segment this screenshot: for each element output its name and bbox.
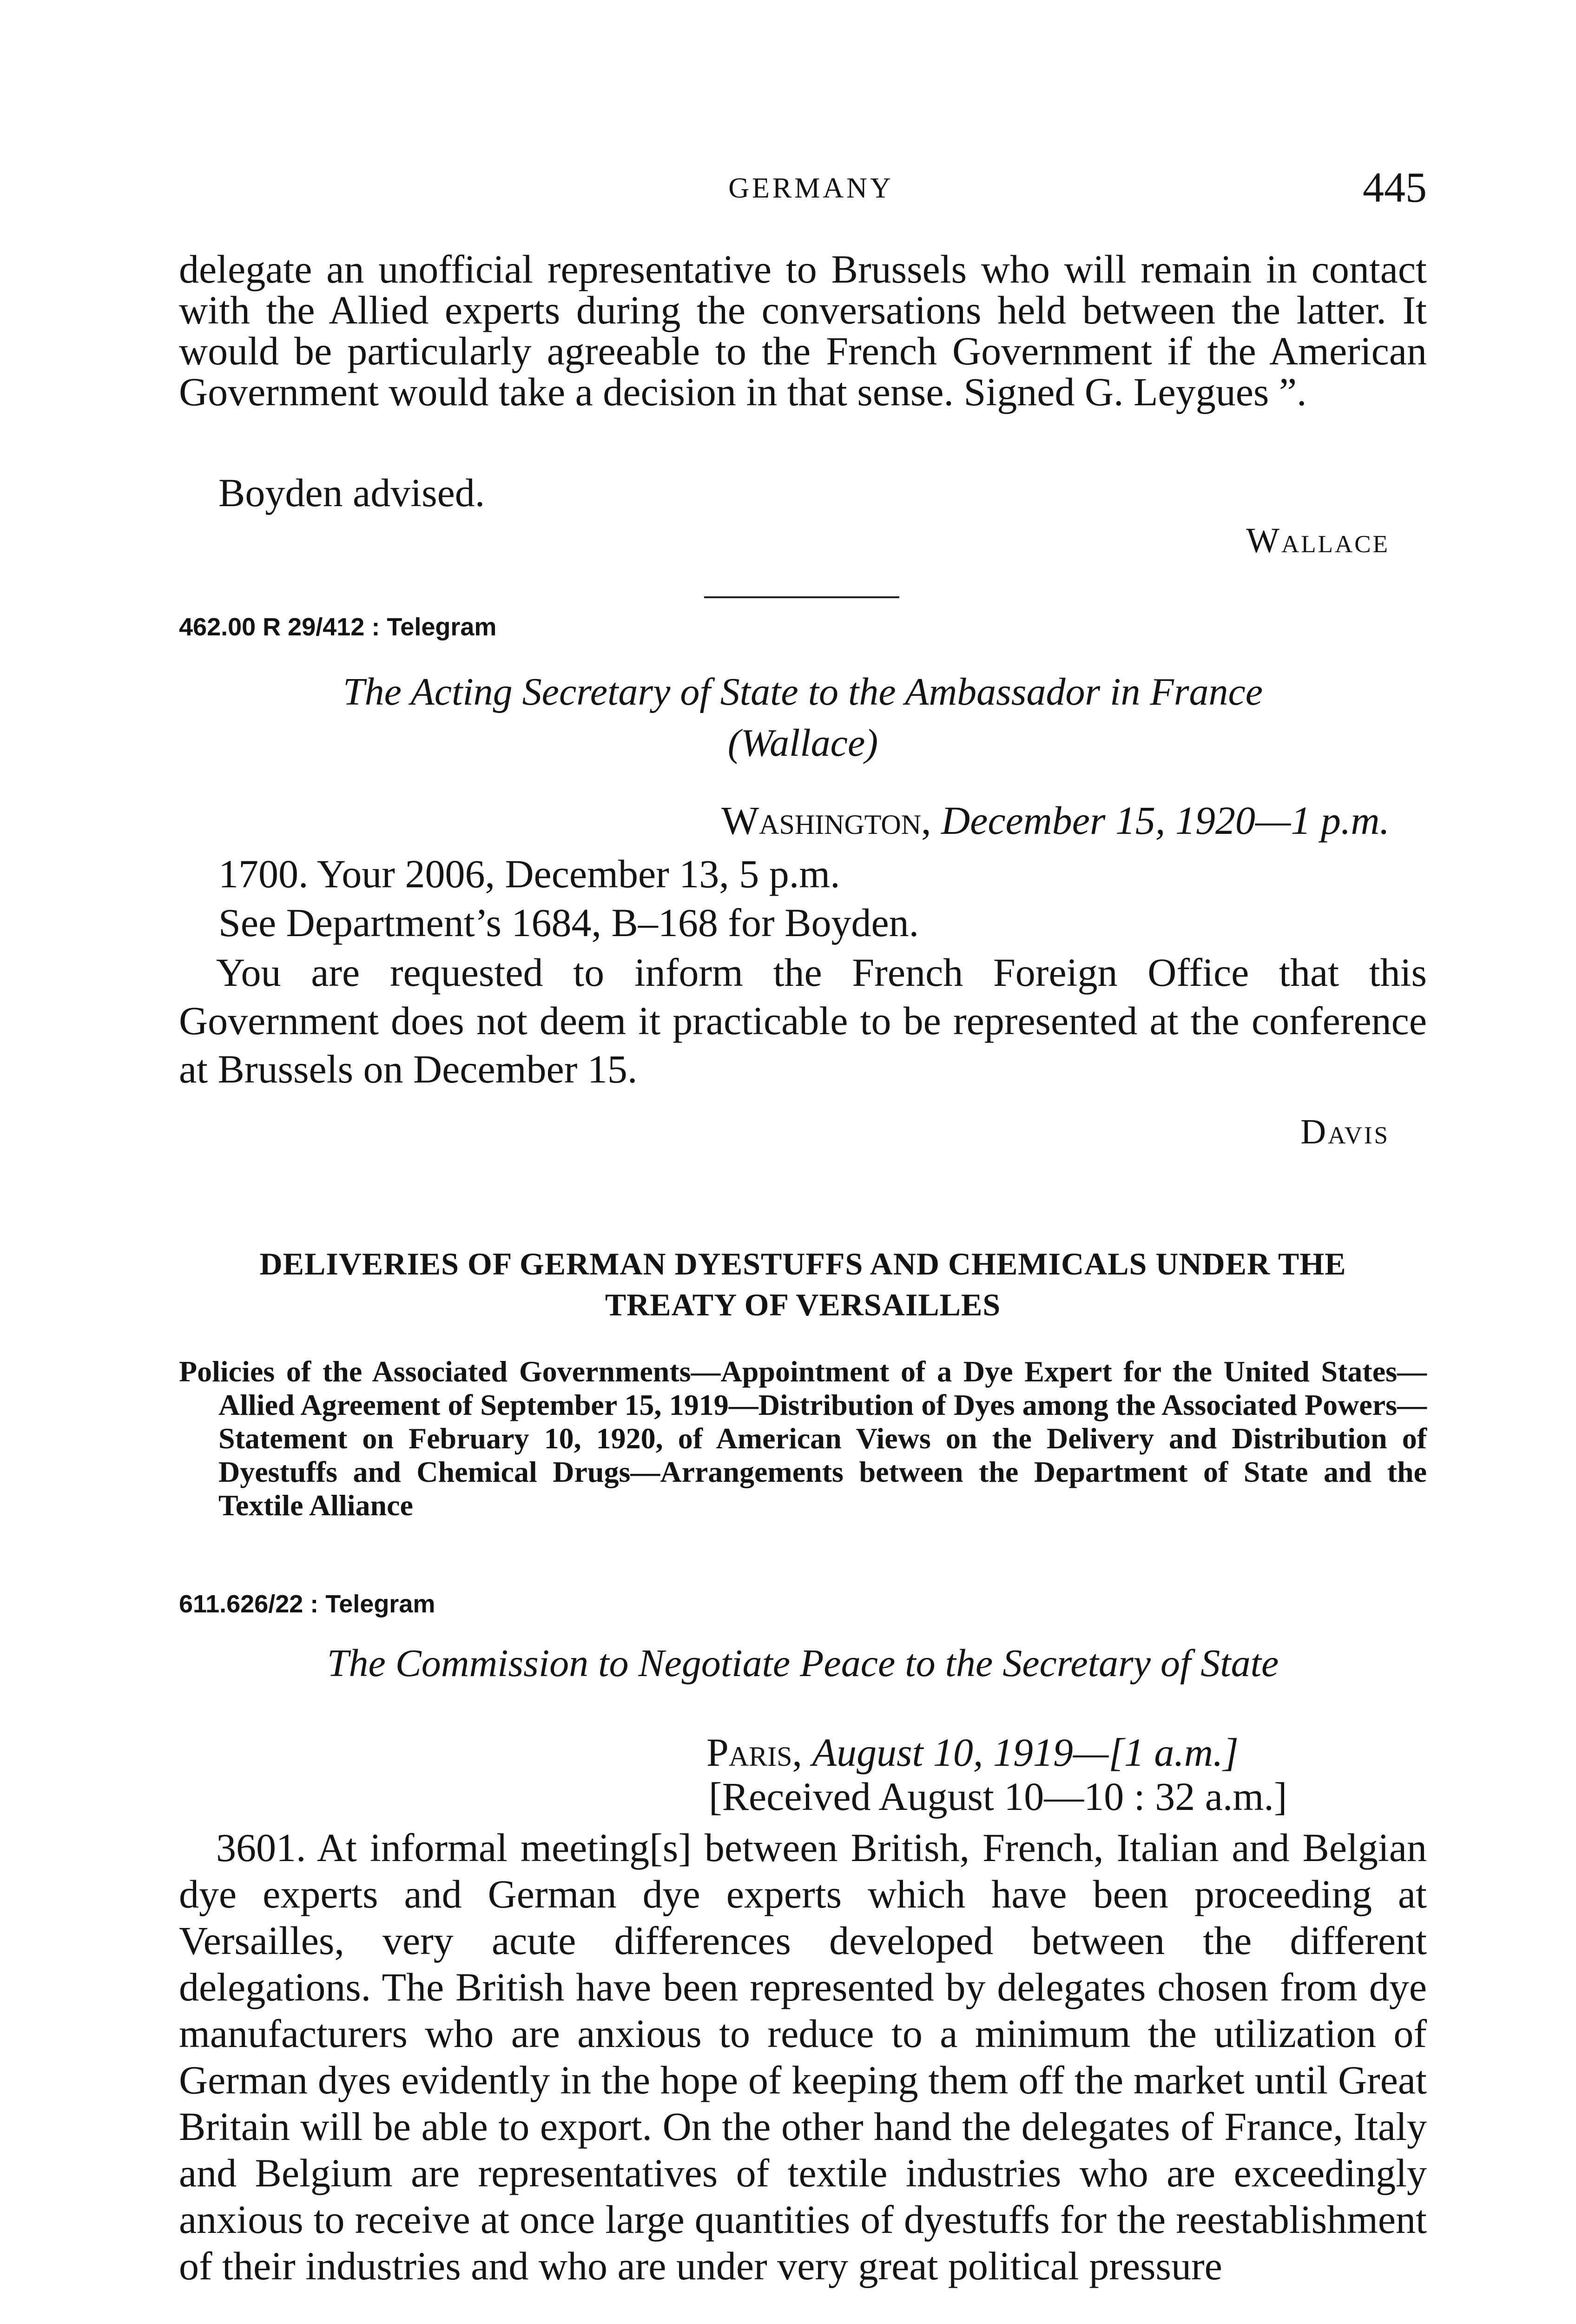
boyden-note: Boyden advised. (218, 470, 485, 515)
section-summary: Policies of the Associated Governments—Appointment of a Dye Expert for the United States—Allied Agreement of September 15, 1919—Distribution of Dyes among the Associated Powers—Statement on February 10, 1920, of American Views on the Delivery and Distribution of Dyestuffs and Chemical Drugs—Arrangements between the Department of State and the Textile Alliance (179, 1355, 1427, 1522)
document-title: The Commission to Negotiate Peace to the Secretary of State (327, 1642, 1279, 1685)
dateline-place: Paris, (706, 1730, 803, 1775)
separator-rule (704, 596, 899, 598)
received-line: [Received August 10—10 : 32 a.m.] (709, 1774, 1287, 1819)
telegram-line: See Department’s 1684, B–168 for Boyden. (218, 900, 919, 945)
continuation-paragraph: delegate an unofficial representative to Brussels who will remain in contact with the Allied experts during the conversations held between the latter. It would be particularly agreeable to the French Government if the American Government would take a decision in that sense. Signed G. Leygues ”. (179, 247, 1427, 414)
file-number: 462.00 R 29/412 : Telegram (179, 613, 497, 641)
telegram-body: 3601. At informal meeting[s] between British, French, Italian and Belgian dye experts and German dye experts which have been proceeding at Versailles, very acute differences developed between the different delegations. The British have been represented by delegates chosen from dye manufacturers who are anxious to reduce to a minimum the utilization of German dyes evidently in the hope of keeping them off the market until Great Britain will be able to export. On the other hand the delegates of France, Italy and Belgium are representatives of textile industries who are exceedingly anxious to receive at once large quantities of dyestuffs for the reestablishment of their industries and who are under very great political pressure (179, 1825, 1427, 2288)
document-title: The Acting Secretary of State to the Ambassador in France (343, 670, 1263, 713)
dateline-date: December 15, 1920—1 p.m. (941, 798, 1390, 843)
file-number: 611.626/22 : Telegram (179, 1590, 435, 1618)
signature-davis: Davis (1300, 1112, 1390, 1151)
section-title-line2: TREATY OF VERSAILLES (605, 1287, 1001, 1322)
document-title-line2: (Wallace) (727, 721, 878, 765)
dateline-date: August 10, 1919—[1 a.m.] (812, 1730, 1239, 1775)
running-head: GERMANY (728, 172, 894, 204)
section-title: DELIVERIES OF GERMAN DYESTUFFS AND CHEMICALS UNDER THE (259, 1246, 1346, 1281)
dateline-place: Washington, (721, 798, 931, 843)
signature-wallace: Wallace (1246, 521, 1390, 560)
dateline (641, 797, 1390, 844)
telegram-line: 1700. Your 2006, December 13, 5 p.m. (218, 852, 840, 896)
page-number: 445 (1363, 164, 1427, 211)
dateline (706, 1729, 1239, 1776)
telegram-body: You are requested to inform the French Foreign Office that this Government does not deem it practicable to be represented at the conference at Brussels on December 15. (179, 950, 1427, 1091)
